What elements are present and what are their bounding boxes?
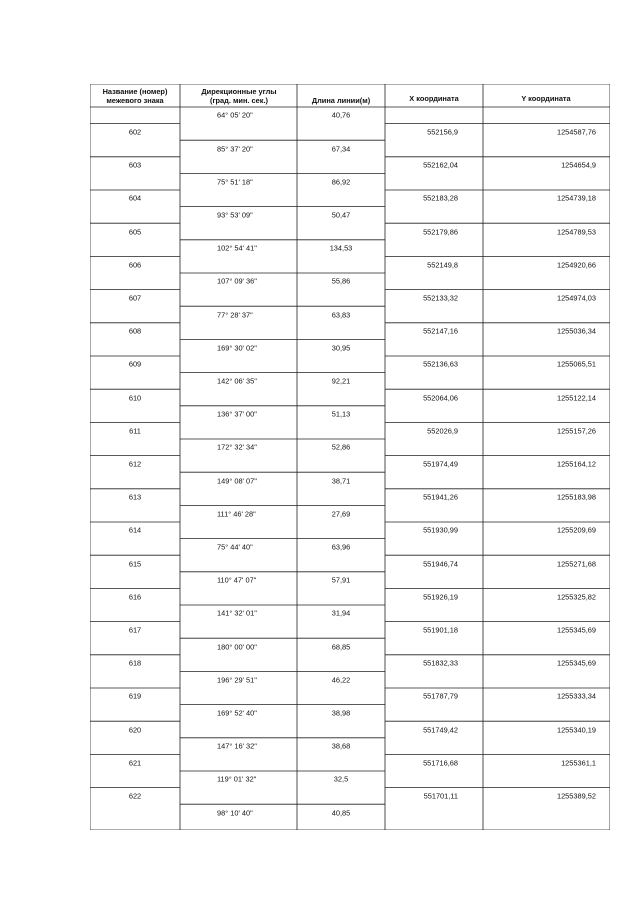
segment-angle: 77° 28' 37"	[217, 310, 253, 319]
segment-length: 50,47	[331, 210, 351, 220]
segment-angle: 75° 51' 18"	[217, 177, 253, 187]
point-y-coordinate: 1254789,53	[556, 227, 596, 236]
point-y-coordinate: 1255164,12	[556, 459, 596, 469]
point-y-coordinate: 1254654,9	[561, 160, 596, 170]
header-x: X координата	[409, 94, 459, 103]
segment-length: 86,92	[331, 177, 351, 187]
point-y-coordinate: 1255271,68	[556, 559, 596, 568]
segment-length: 55,86	[331, 276, 351, 286]
point-x-coordinate: 551832,33	[423, 658, 458, 668]
segment-angle: 142° 06' 35"	[217, 376, 257, 386]
point-name: 602	[128, 127, 142, 137]
segment-angle: 196° 29' 51"	[217, 675, 257, 685]
point-y-coordinate: 1254920,66	[556, 260, 596, 270]
point-x-coordinate: 552064,06	[423, 393, 458, 402]
point-y-coordinate: 1255065,51	[556, 359, 596, 369]
point-x-coordinate: 551701,11	[423, 791, 458, 801]
segment-angle: 149° 08' 07"	[217, 476, 257, 485]
segment-length: 51,13	[331, 409, 351, 419]
point-y-coordinate: 1254974,03	[556, 293, 596, 303]
point-name: 613	[128, 492, 142, 502]
header-length: Длина линии(м)	[311, 96, 371, 105]
point-y-coordinate: 1255157,26	[556, 426, 596, 436]
point-name: 609	[128, 359, 142, 369]
point-y-coordinate: 1255361,1	[561, 758, 596, 768]
segment-length: 30,95	[331, 343, 351, 353]
point-name: 617	[128, 625, 142, 635]
point-x-coordinate: 552183,28	[423, 193, 458, 203]
point-x-coordinate: 551930,99	[423, 525, 458, 535]
point-name: 622	[128, 791, 142, 801]
segment-angle: 93° 53' 09"	[217, 210, 253, 220]
point-y-coordinate: 1255345,69	[556, 658, 596, 668]
segment-length: 38,68	[331, 741, 351, 751]
point-name: 620	[128, 725, 142, 734]
point-name: 610	[128, 393, 142, 402]
point-x-coordinate: 551787,79	[423, 691, 458, 701]
point-y-coordinate: 1255036,34	[556, 326, 596, 336]
segment-length: 31,94	[331, 608, 351, 618]
header-name-line2: межевого знака	[106, 96, 164, 105]
point-name: 614	[128, 525, 142, 535]
point-x-coordinate: 551901,18	[423, 625, 458, 635]
point-x-coordinate: 552149,8	[427, 260, 458, 270]
segment-angle: 172° 32' 34"	[217, 442, 257, 452]
point-name: 616	[128, 592, 142, 602]
segment-length: 32,5	[333, 774, 349, 784]
segment-angle: 119° 01' 32"	[217, 774, 257, 784]
segment-angle: 98° 10' 40"	[217, 808, 253, 817]
header-angle-line2: (град. мин. сек.)	[210, 96, 268, 105]
point-y-coordinate: 1255340,19	[556, 725, 596, 734]
coordinate-table	[90, 84, 610, 830]
point-x-coordinate: 551926,19	[423, 592, 458, 602]
segment-angle: 169° 30' 02"	[217, 343, 257, 353]
segment-length: 63,96	[331, 542, 351, 552]
point-name: 621	[128, 758, 142, 768]
point-x-coordinate: 552179,86	[423, 227, 458, 236]
point-x-coordinate: 552136,63	[423, 359, 458, 369]
segment-angle: 102° 54' 41"	[217, 243, 257, 253]
segment-angle: 110° 47' 07"	[217, 575, 257, 585]
point-name: 606	[128, 260, 142, 270]
point-x-coordinate: 551941,26	[423, 492, 458, 502]
point-x-coordinate: 551946,74	[423, 559, 458, 568]
point-name: 607	[128, 293, 142, 303]
point-y-coordinate: 1255345,69	[556, 625, 596, 635]
header-name-line1: Название (номер)	[102, 87, 168, 96]
header-angle-line1: Дирекционные углы	[201, 87, 277, 96]
point-y-coordinate: 1255209,69	[556, 525, 596, 535]
point-y-coordinate: 1254587,76	[556, 127, 596, 137]
point-x-coordinate: 552156,9	[427, 127, 458, 137]
segment-length: 134,53	[329, 243, 353, 253]
point-y-coordinate: 1254739,18	[556, 193, 596, 203]
segment-angle: 180° 00' 00"	[217, 642, 257, 651]
point-x-coordinate: 551749,42	[423, 725, 458, 734]
point-name: 611	[129, 426, 141, 436]
segment-angle: 64° 05' 20"	[217, 110, 253, 120]
segment-length: 63,83	[331, 310, 351, 319]
point-name: 612	[128, 459, 142, 469]
point-name: 603	[128, 160, 142, 170]
header-y: Y координата	[521, 94, 571, 103]
point-y-coordinate: 1255183,98	[556, 492, 596, 502]
point-name: 618	[128, 658, 142, 668]
point-name: 608	[128, 326, 142, 336]
segment-length: 68,85	[331, 642, 351, 651]
point-name: 619	[128, 691, 142, 701]
point-x-coordinate: 552162,04	[423, 160, 458, 170]
segment-length: 92,21	[331, 376, 351, 386]
segment-angle: 75° 44' 40"	[217, 542, 253, 552]
segment-length: 38,98	[331, 708, 351, 718]
point-x-coordinate: 551716,68	[423, 758, 458, 768]
point-y-coordinate: 1255389,52	[556, 791, 596, 801]
segment-length: 40,76	[331, 110, 351, 120]
segment-angle: 141° 32' 01"	[217, 608, 257, 618]
point-name: 615	[128, 559, 142, 568]
point-name: 604	[128, 193, 142, 203]
segment-angle: 107° 09' 36"	[217, 276, 257, 286]
segment-length: 27,69	[331, 509, 351, 519]
point-y-coordinate: 1255333,34	[556, 691, 596, 701]
point-x-coordinate: 552147,16	[423, 326, 458, 336]
segment-length: 46,22	[331, 675, 351, 685]
segment-length: 57,91	[331, 575, 351, 585]
point-y-coordinate: 1255122,14	[556, 393, 596, 402]
point-x-coordinate: 552133,32	[423, 293, 458, 303]
point-y-coordinate: 1255325,82	[556, 592, 596, 602]
segment-length: 52,86	[331, 442, 351, 452]
segment-length: 38,71	[331, 476, 351, 485]
segment-angle: 136° 37' 00"	[217, 409, 257, 419]
segment-angle: 111° 46' 28"	[217, 509, 256, 519]
segment-angle: 85° 37' 20"	[217, 144, 253, 153]
segment-length: 40,85	[331, 808, 351, 817]
point-x-coordinate: 552026,9	[427, 426, 458, 436]
point-x-coordinate: 551974,49	[423, 459, 458, 469]
segment-angle: 147° 16' 32"	[217, 741, 257, 751]
segment-length: 67,34	[331, 144, 351, 153]
segment-angle: 169° 52' 40"	[217, 708, 257, 718]
point-name: 605	[128, 227, 142, 236]
